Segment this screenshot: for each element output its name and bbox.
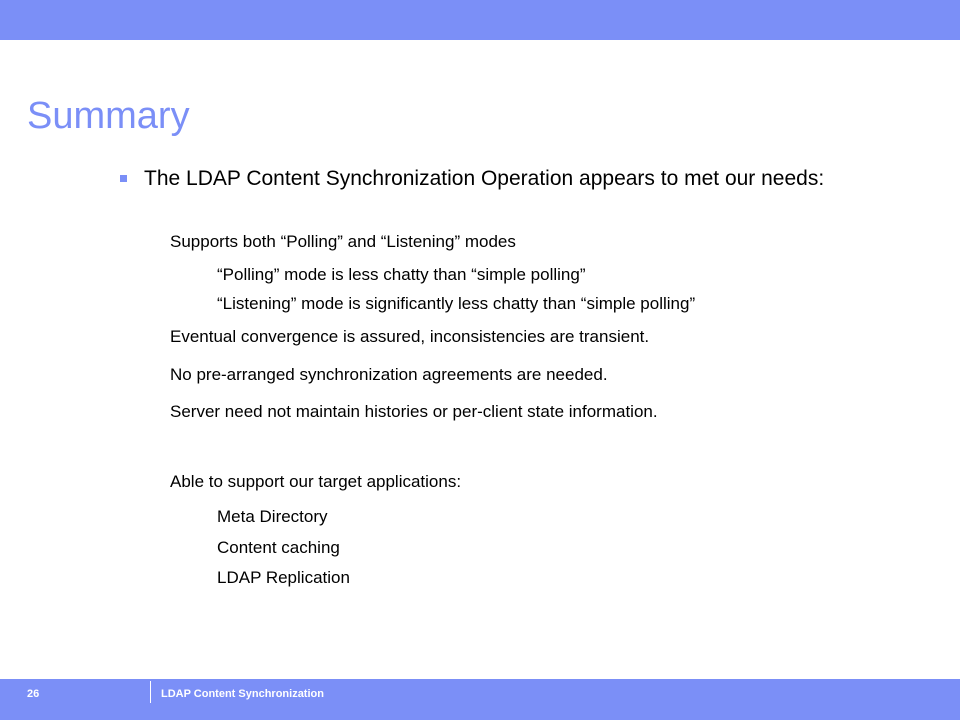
footer-bar — [0, 679, 960, 720]
list-item: Able to support our target applications: — [170, 472, 462, 491]
header-bar — [0, 0, 960, 40]
list-item: Eventual convergence is assured, inconsistencies are transient. — [170, 327, 650, 346]
list-item: Server need not maintain histories or per-client state information. — [170, 402, 658, 421]
footer-title: LDAP Content Synchronization — [161, 688, 324, 700]
list-item: Meta Directory — [217, 507, 328, 526]
list-item: “Polling” mode is less chatty than “simple polling” — [217, 265, 586, 284]
list-item: Content caching — [217, 538, 340, 557]
main-bullet-text: The LDAP Content Synchronization Operation appears to met our needs: — [144, 167, 825, 190]
footer-divider — [150, 681, 151, 703]
list-item: No pre-arranged synchronization agreements are needed. — [170, 365, 608, 384]
page-number: 26 — [27, 688, 40, 700]
slide-title: Summary — [27, 95, 190, 137]
list-item: “Listening” mode is significantly less chatty than “simple polling” — [217, 294, 696, 313]
square-bullet-icon — [120, 175, 127, 182]
list-item: Supports both “Polling” and “Listening” modes — [170, 232, 516, 251]
list-item: LDAP Replication — [217, 568, 350, 587]
